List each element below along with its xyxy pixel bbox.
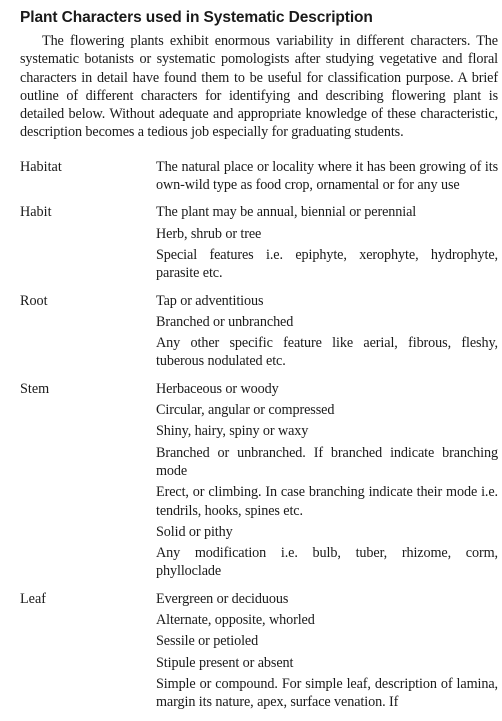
definition: Sessile or petioled: [156, 633, 259, 650]
defs-leaf: [156, 590, 498, 712]
row-stem: [20, 380, 498, 581]
definition: Circular, angular or compressed: [156, 402, 335, 419]
document-page: [20, 8, 498, 721]
definition: Erect, or climbing. In case branching indicate their mode i.e. tendrils, hooks, spines etc.: [156, 484, 498, 519]
definition: Branched or unbranched: [156, 313, 294, 330]
row-habitat: [20, 158, 498, 195]
definition: The plant may be annual, biennial or perennial: [156, 204, 417, 221]
definition: Herb, shrub or tree: [156, 225, 262, 242]
term-habit: Habit: [20, 204, 52, 221]
defs-root: [156, 292, 498, 371]
definition: Solid or pithy: [156, 523, 233, 540]
definition: Alternate, opposite, whorled: [156, 612, 315, 629]
definition: The natural place or locality where it has been growing of its own-wild type as food crop, ornamental or for any use: [156, 158, 498, 194]
defs-habit: [156, 203, 498, 282]
term-stem: Stem: [20, 380, 50, 397]
definition: Branched or unbranched. If branched indicate branching mode: [156, 444, 498, 479]
characters-table: [20, 158, 498, 712]
definition: Herbaceous or woody: [156, 380, 279, 397]
definition: Any other specific feature like aerial, fibrous, fleshy, tuberous nodulated etc.: [156, 335, 498, 370]
row-root: [20, 292, 498, 371]
term-habitat: Habitat: [20, 158, 62, 175]
definition: Tap or adventitious: [156, 292, 264, 309]
term-root: Root: [20, 292, 48, 309]
intro-paragraph: The flowering plants exhibit enormous variability in different characters. The systematic botanists or systematic pomologists after studying vegetative and floral characters in detail have found them to be useful for classification purpose. A brief outline of different characters for identifying and describing flowering plant is detailed below. Without adequate and appropriate knowledge of these characteristic, description becomes a tedious job especially for graduating students.: [20, 33, 498, 141]
definition: Simple or compound. For simple leaf, description of lamina, margin its nature, apex, surface venation. If: [156, 675, 498, 711]
definition: Any modification i.e. bulb, tuber, rhizome, corm, phylloclade: [156, 545, 498, 580]
row-leaf: [20, 590, 498, 712]
defs-habitat: [156, 158, 498, 195]
row-habit: [20, 203, 498, 282]
definition: Stipule present or absent: [156, 654, 294, 671]
definition: Shiny, hairy, spiny or waxy: [156, 423, 309, 440]
defs-stem: [156, 380, 498, 581]
definition: Special features i.e. epiphyte, xerophyte, hydrophyte, parasite etc.: [156, 246, 498, 282]
definition: Evergreen or deciduous: [156, 590, 289, 607]
term-leaf: Leaf: [20, 590, 46, 607]
section-heading: Plant Characters used in Systematic Description: [20, 9, 373, 26]
